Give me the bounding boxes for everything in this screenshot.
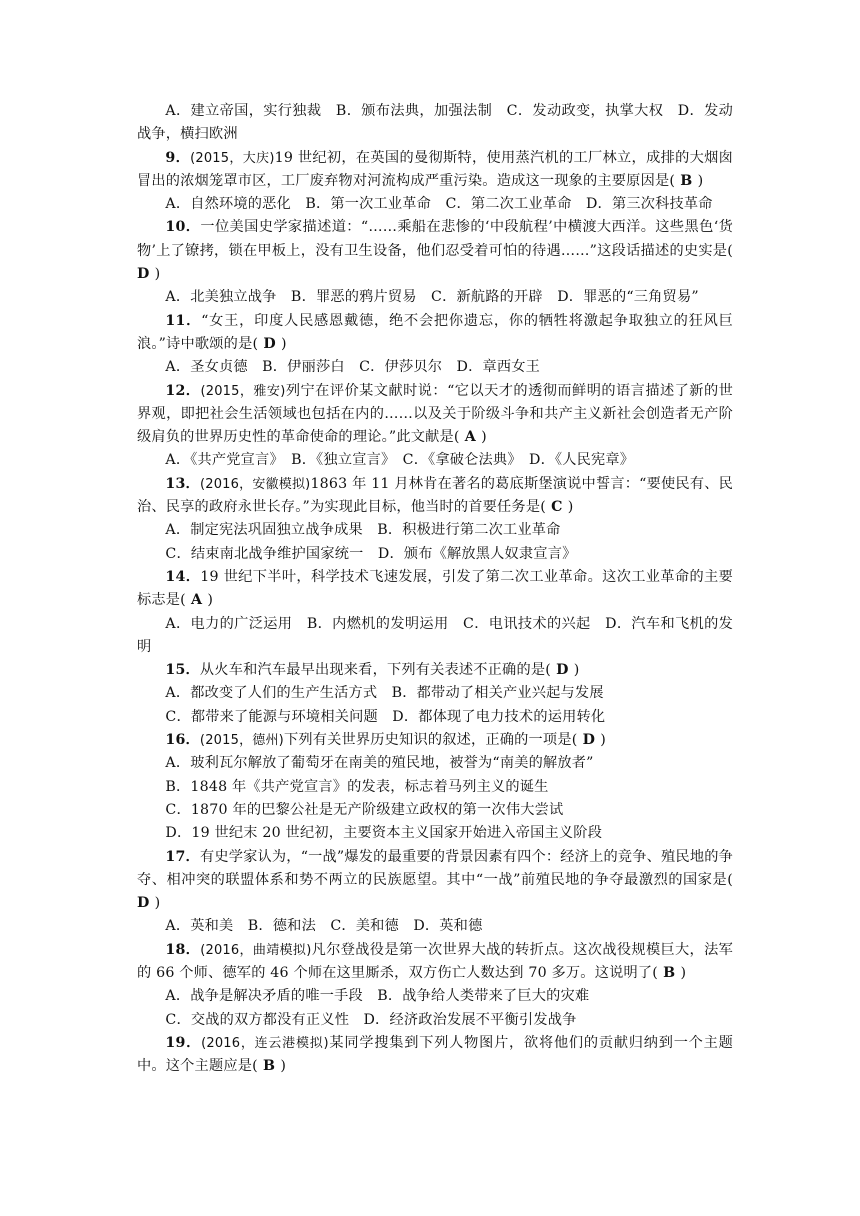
question-number: 9．	[165, 149, 191, 166]
answer-letter: B	[675, 172, 698, 189]
question-number: 19．	[165, 1034, 202, 1051]
question-stem	[137, 147, 733, 194]
question-number: 15．	[165, 662, 200, 679]
question-stem	[137, 473, 733, 520]
option-line	[137, 799, 733, 822]
option-text: C．都带来了能源与环境相关问题 D．都体现了电力技术的运用转化	[165, 708, 606, 725]
option-text: D．19 世纪末 20 世纪初，主要资本主义国家开始进入帝国主义阶段	[165, 825, 603, 842]
answer-close: )	[680, 964, 687, 981]
question-text: 某同学搜集到下列人物图片，欲将他们的贡献归纳到一个主题中。这个主题应是(	[137, 1034, 734, 1075]
option-line	[137, 985, 733, 1008]
option-text: A．建立帝国，实行独裁 B．颁布法典，加强法制 C．发动政变，执掌大权 D．发动战争，横扫欧洲	[137, 103, 733, 143]
question-number: 17．	[165, 848, 200, 865]
answer-letter: C	[545, 499, 568, 516]
question-source: (2016，曲靖模拟)	[200, 942, 312, 958]
question-stem	[137, 566, 733, 613]
answer-close: )	[573, 662, 580, 679]
question-source: (2015，德州)	[199, 733, 284, 749]
question-stem	[137, 216, 733, 286]
question-stem	[137, 846, 733, 916]
answer-letter: D	[137, 895, 155, 912]
answer-close: )	[207, 592, 214, 609]
question-number: 18．	[165, 941, 201, 958]
answer-letter: D	[137, 266, 155, 283]
answer-letter: D	[550, 662, 574, 679]
question-number: 14．	[165, 568, 201, 585]
question-stem	[137, 659, 733, 682]
answer-close: )	[481, 429, 487, 446]
question-text: 列宁在评价某文献时说：“它以天才的透彻而鲜明的语言描述了新的世界观，即把社会生活领域也包括在内的……以及关于阶级斗争和共产主义新社会创造者无产阶级肩负的世界历史性的革命使命的理论。”此文献是(	[137, 382, 733, 446]
answer-close: )	[697, 172, 704, 189]
question-stem	[137, 1032, 733, 1079]
question-number: 10．	[165, 219, 201, 236]
option-line	[137, 100, 733, 147]
answer-close: )	[280, 1058, 287, 1075]
answer-letter: A	[459, 429, 482, 446]
question-stem	[137, 380, 733, 450]
question-number: 16．	[165, 732, 200, 749]
option-text: C．结束南北战争维护国家统一 D．颁布《解放黑人奴隶宣言》	[165, 545, 577, 562]
option-text: A．都改变了人们的生产生活方式 B．都带动了相关产业兴起与发展	[165, 685, 604, 702]
option-line	[137, 682, 733, 705]
option-text: C．交战的双方都没有正义性 D．经济政治发展不平衡引发战争	[165, 1011, 577, 1028]
question-text: 19 世纪初，在英国的曼彻斯特，使用蒸汽机的工厂林立，成排的大烟囱冒出的浓烟笼罩市区，工厂废弃物对河流构成严重污染。造成这一现象的主要原因是(	[137, 149, 733, 189]
option-text: A．电力的广泛运用 B．内燃机的发明运用 C．电讯技术的兴起 D．汽车和飞机的发明	[137, 615, 733, 655]
answer-letter: A	[185, 592, 208, 609]
option-text: A．自然环境的恶化 B．第一次工业革命 C．第二次工业革命 D．第三次科技革命	[165, 196, 713, 213]
answer-close: )	[567, 499, 574, 516]
question-text: 19 世纪下半叶，科学技术飞速发展，引发了第二次工业革命。这次工业革命的主要标志是(	[137, 568, 733, 609]
option-text: C．1870 年的巴黎公社是无产阶级建立政权的第一次伟大尝试	[165, 801, 564, 818]
question-number: 12．	[165, 382, 201, 399]
option-text: B．1848 年《共产党宣言》的发表，标志着马列主义的诞生	[165, 778, 549, 795]
question-text: 凡尔登战役是第一次世界大战的转折点。这次战役规模巨大，法军的 66 个师、德军的 46 个师在这里厮杀，双方伤亡人数达到 70 多万。这说明了(	[137, 941, 733, 981]
answer-close: )	[154, 895, 161, 912]
option-line	[137, 822, 733, 845]
option-line	[137, 286, 733, 309]
answer-letter: D	[258, 335, 281, 352]
option-text: A．玻利瓦尔解放了葡萄牙在南美的殖民地，被誉为“南美的解放者”	[165, 755, 594, 772]
option-text: A．战争是解决矛盾的唯一手段 B．战争给人类带来了巨大的灾难	[165, 988, 590, 1005]
question-source: (2015，雅安)	[200, 383, 286, 399]
question-text: 有史学家认为，“一战”爆发的最重要的背景因素有四个：经济上的竞争、殖民地的争夺、相冲突的联盟体系和势不两立的民族愿望。其中“一战”前殖民地的争夺最激烈的国家是(	[137, 848, 734, 888]
question-text: “女王，印度人民感恩戴德，绝不会把你遗忘，你的牺牲将激起争取独立的狂风巨浪。”诗中歌颂的是(	[137, 312, 733, 352]
answer-close: )	[281, 335, 287, 352]
answer-letter: B	[657, 964, 681, 981]
question-text: 一位美国史学家描述道：“……乘船在悲惨的‘中段航程’中横渡大西洋。这些黑色‘货物’上了镣拷，锁在甲板上，没有卫生设备，他们忍受着可怕的待遇……”这段话描述的史实是(	[137, 219, 733, 259]
question-number: 11．	[165, 312, 202, 329]
option-line	[137, 193, 733, 216]
option-line	[137, 356, 733, 379]
option-line	[137, 915, 733, 938]
question-stem	[137, 729, 733, 752]
option-line	[137, 613, 733, 660]
question-text: 1863 年 11 月林肯在著名的葛底斯堡演说中誓言：“要使民有、民治、民享的政府永世长存。”为实现此目标，他当时的首要任务是(	[137, 475, 733, 516]
question-text: 下列有关世界历史知识的叙述，正确的一项是(	[283, 732, 578, 749]
option-line	[137, 543, 733, 566]
option-line	[137, 519, 733, 542]
option-text: A．制定宪法巩固独立战争成果 B．积极进行第二次工业革命	[165, 522, 561, 539]
answer-close: )	[600, 732, 606, 749]
answer-letter: D	[577, 732, 601, 749]
answer-letter: B	[257, 1058, 281, 1075]
answer-close: )	[154, 266, 161, 283]
question-text: 从火车和汽车最早出现来看，下列有关表述不正确的是(	[199, 662, 551, 679]
question-source: (2016，安徽模拟)	[199, 476, 311, 492]
option-line	[137, 1009, 733, 1032]
question-page	[137, 100, 733, 1078]
option-line	[137, 776, 733, 799]
option-line	[137, 449, 733, 472]
option-line	[137, 706, 733, 729]
question-stem	[137, 939, 733, 986]
option-text: A．英和美 B．德和法 C．美和德 D．英和德	[165, 918, 483, 935]
question-source: (2015，大庆)	[190, 150, 275, 166]
question-number: 13．	[165, 475, 200, 492]
option-text: A．北美独立战争 B．罪恶的鸦片贸易 C．新航路的开辟 D．罪恶的“三角贸易”	[165, 289, 699, 306]
option-line	[137, 752, 733, 775]
question-stem	[137, 310, 733, 357]
option-text: A．《共产党宣言》 B．《独立宣言》 C．《拿破仑法典》 D．《人民宪章》	[165, 452, 635, 469]
question-source: (2016，连云港模拟)	[201, 1035, 329, 1051]
option-text: A．圣女贞德 B．伊丽莎白 C．伊莎贝尔 D．章西女王	[165, 359, 541, 376]
